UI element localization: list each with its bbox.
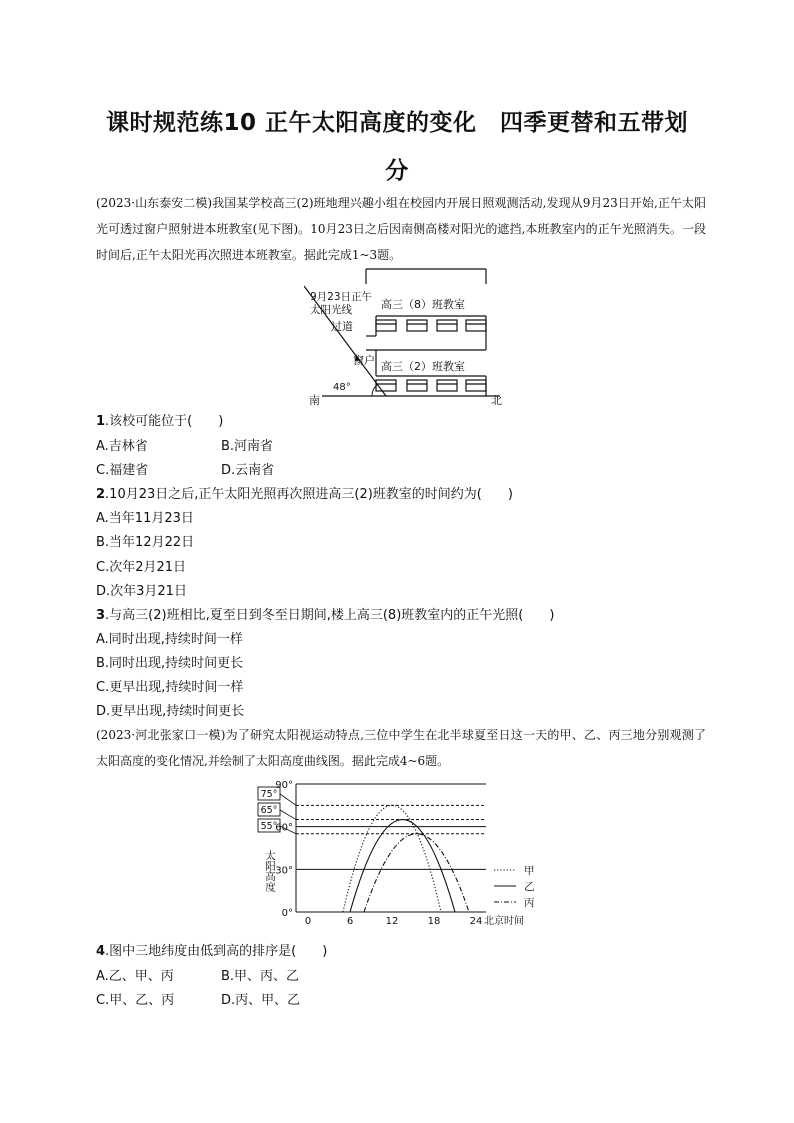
q2-text: .10月23日之后,正午太阳光照再次照进高三(2)班教室的时间约为( )	[105, 487, 513, 502]
q3-number: 3	[96, 608, 106, 623]
q4-option-c: C.甲、乙、丙	[96, 993, 175, 1008]
x-tick-label: 6	[346, 916, 354, 927]
q3-option-c: C.更早出现,持续时间一样	[96, 680, 244, 695]
intro-paragraph-1: (2023·山东泰安二模)我国某学校高三(2)班地理兴趣小组在校园内开展日照观测活动,发现从9月23日开始,正午太阳光可透过窗户照射进本班教室(见下图)。10月23日之后因南侧高楼对阳光的遮挡,本班教室内的正午光照消失。一段时间后,正午太阳光再次照进本班教室。据此完成1~3题。	[96, 196, 706, 262]
ref-label: 75°	[260, 789, 278, 800]
q4-stem	[96, 940, 327, 959]
q1-option-b: B.河南省	[221, 439, 274, 454]
class2-label: 高三（2）班教室	[381, 360, 465, 373]
y-tick-label: 60°	[275, 822, 293, 834]
ref-label: 65°	[260, 805, 278, 816]
classroom-diagram	[304, 266, 544, 408]
q4-number: 4	[96, 944, 106, 959]
north-label: 北	[491, 394, 502, 407]
window-label: 窗户	[353, 354, 375, 367]
desks-class8	[376, 320, 486, 331]
q2-option-a: A.当年11月23日	[96, 511, 194, 526]
intro-paragraph-2: (2023·河北张家口一模)为了研究太阳视运动特点,三位中学生在北半球夏至日这一天的甲、乙、丙三地分别观测了太阳高度的变化情况,并绘制了太阳高度曲线图。据此完成4~6题。	[96, 728, 706, 768]
desks-class2	[376, 380, 486, 391]
q2-option-d: D.次年3月21日	[96, 584, 187, 599]
q2-stem	[96, 483, 513, 502]
q2-number: 2	[96, 487, 106, 502]
x-tick-label: 0	[304, 916, 312, 927]
y-tick-label: 0°	[281, 908, 293, 919]
q2-option-b: B.当年12月22日	[96, 535, 195, 550]
corridor-label: 过道	[331, 320, 353, 333]
angle-label: 48°	[333, 382, 351, 393]
q1-stem	[96, 410, 223, 429]
legend-label-甲: 甲	[524, 865, 535, 877]
class8-label: 高三（8）班教室	[381, 298, 465, 311]
q2-option-c: C.次年2月21日	[96, 560, 187, 575]
ref-leader	[280, 794, 296, 805]
ref-leader	[280, 810, 296, 820]
y-axis-label: 太阳高度	[264, 850, 276, 892]
q4-option-a: A.乙、甲、丙	[96, 969, 174, 984]
x-tick-label: 24	[469, 916, 483, 927]
q4-option-d: D.丙、甲、乙	[221, 993, 301, 1008]
q1-text: .该校可能位于( )	[105, 414, 224, 429]
q4-text: .图中三地纬度由低到高的排序是( )	[105, 944, 328, 959]
q1-option-a: A.吉林省	[96, 439, 148, 454]
sun-label-1: 9月23日正午	[310, 291, 373, 303]
ref-label: 55°	[260, 821, 278, 832]
solar-altitude-chart	[254, 770, 554, 930]
y-tick-label: 30°	[275, 865, 293, 877]
series-curve-甲	[343, 805, 441, 912]
q3-option-b: B.同时出现,持续时间更长	[96, 656, 244, 671]
q3-text: .与高三(2)班相比,夏至日到冬至日期间,楼上高三(8)班教室内的正午光照( )	[105, 608, 555, 623]
series-curve-丙	[364, 834, 469, 912]
q3-option-a: A.同时出现,持续时间一样	[96, 632, 243, 647]
y-tick-label: 90°	[275, 780, 293, 791]
page-title-line1: 课时规范练10 正午太阳高度的变化 四季更替和五带划	[105, 110, 688, 136]
q1-option-d: D.云南省	[221, 463, 275, 478]
x-axis-label: 北京时间	[484, 916, 524, 927]
sun-label-2: 太阳光线	[310, 304, 352, 316]
q3-option-d: D.更早出现,持续时间更长	[96, 704, 245, 719]
page-title-line2: 分	[385, 158, 409, 184]
q3-stem	[96, 604, 554, 623]
x-tick-label: 18	[427, 916, 441, 927]
q1-number: 1	[96, 414, 106, 429]
legend-label-丙: 丙	[524, 897, 535, 909]
south-label: 南	[309, 394, 320, 407]
legend-label-乙: 乙	[524, 881, 535, 893]
q4-option-b: B.甲、丙、乙	[221, 969, 300, 984]
x-tick-label: 12	[385, 916, 399, 927]
q1-option-c: C.福建省	[96, 463, 149, 478]
